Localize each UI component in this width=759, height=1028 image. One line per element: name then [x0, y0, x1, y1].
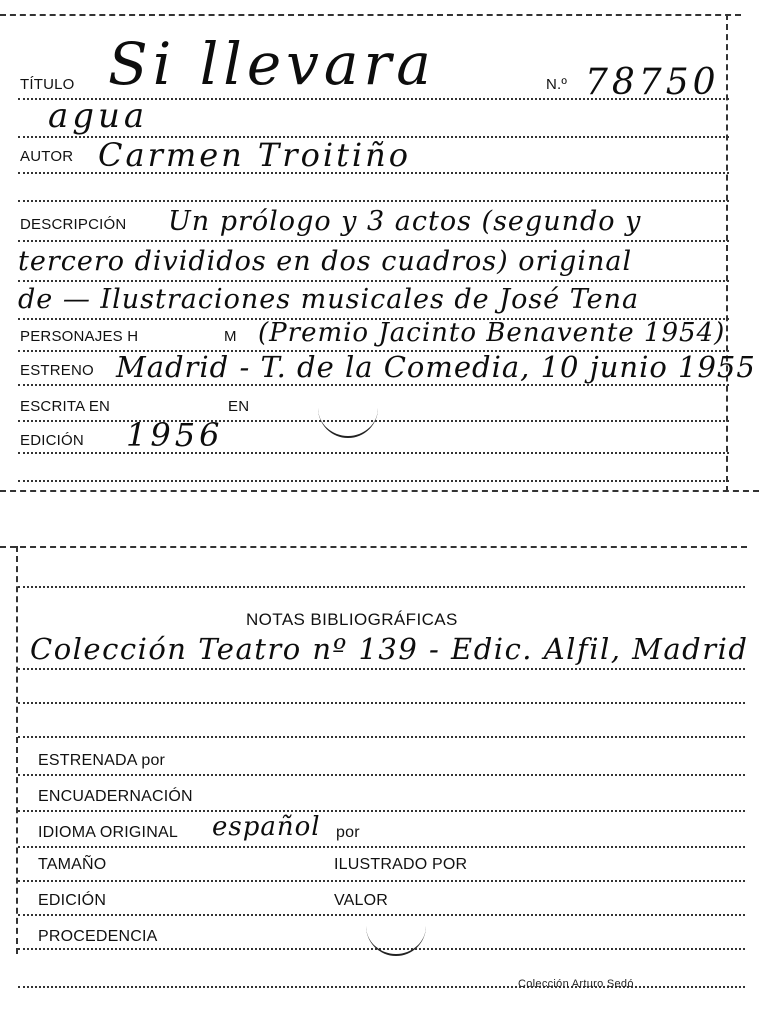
escrita-en-label: EN — [228, 398, 250, 415]
personajes-label: PERSONAJES H — [20, 328, 139, 345]
rule-desc-2 — [18, 280, 729, 282]
rule-desc-1 — [18, 240, 729, 242]
rule-blank-1 — [18, 200, 729, 202]
ilustrado-label: ILUSTRADO POR — [334, 856, 468, 873]
card-back-left-edge — [16, 546, 18, 954]
numero-label: N.º — [546, 76, 568, 93]
idioma-value: español — [212, 812, 321, 842]
edicion-label: EDICIÓN — [20, 432, 84, 449]
descripcion-line1: Un prólogo y 3 actos (segundo y — [168, 206, 642, 237]
rule-estrenada — [18, 774, 745, 776]
idioma-label: IDIOMA ORIGINAL — [38, 824, 178, 841]
catalog-card-front — [0, 0, 759, 500]
rule-blank-2 — [18, 480, 729, 482]
estrenada-label: ESTRENADA por — [38, 752, 166, 769]
descripcion-line3: de — Ilustraciones musicales de José Tena — [18, 284, 640, 315]
rule-notas-2 — [18, 702, 745, 704]
numero-value: 78750 — [585, 62, 720, 103]
descripcion-line2: tercero divididos en dos cuadros) original — [18, 246, 633, 277]
edicion-back-label: EDICIÓN — [38, 892, 107, 909]
rule-encuadernacion — [18, 810, 745, 812]
rule-idioma — [18, 846, 745, 848]
card-bottom-edge — [0, 490, 759, 492]
card-top-edge — [0, 14, 741, 16]
rule-estreno — [18, 384, 729, 386]
rule-back-1 — [18, 586, 745, 588]
idioma-por-label: por — [336, 824, 360, 841]
estreno-label: ESTRENO — [20, 362, 94, 379]
catalog-card-back — [0, 540, 759, 1028]
notas-label: NOTAS BIBLIOGRÁFICAS — [246, 610, 458, 629]
autor-value: Carmen Troitiño — [98, 136, 412, 174]
titulo-value: Si llevara — [108, 30, 436, 98]
punch-hole-bottom — [366, 916, 426, 956]
titulo-label: TÍTULO — [20, 76, 75, 93]
tamano-label: TAMAÑO — [38, 856, 107, 873]
edicion-value: 1956 — [126, 416, 224, 454]
notas-value: Colección Teatro nº 139 - Edic. Alfil, Madrid — [30, 632, 749, 666]
punch-hole-top — [318, 398, 378, 438]
estreno-value: Madrid - T. de la Comedia, 10 junio 1955 — [116, 350, 756, 384]
autor-label: AUTOR — [20, 148, 74, 165]
rule-footer — [18, 986, 745, 988]
card-back-top-edge — [0, 546, 747, 548]
procedencia-label: PROCEDENCIA — [38, 928, 158, 945]
rule-notas — [18, 668, 745, 670]
encuadernacion-label: ENCUADERNACIÓN — [38, 788, 193, 805]
collection-footer: Colección Arturo Sedó — [518, 978, 634, 990]
valor-label: VALOR — [334, 892, 389, 909]
rule-autor — [18, 172, 729, 174]
escrita-label: ESCRITA EN — [20, 398, 111, 415]
personajes-value: (Premio Jacinto Benavente 1954) — [258, 318, 726, 348]
rule-tamano — [18, 880, 745, 882]
personajes-m-label: M — [224, 328, 237, 345]
titulo-value-cont: agua — [48, 96, 149, 136]
rule-edicion — [18, 452, 729, 454]
descripcion-label: DESCRIPCIÓN — [20, 216, 127, 233]
rule-notas-3 — [18, 736, 745, 738]
